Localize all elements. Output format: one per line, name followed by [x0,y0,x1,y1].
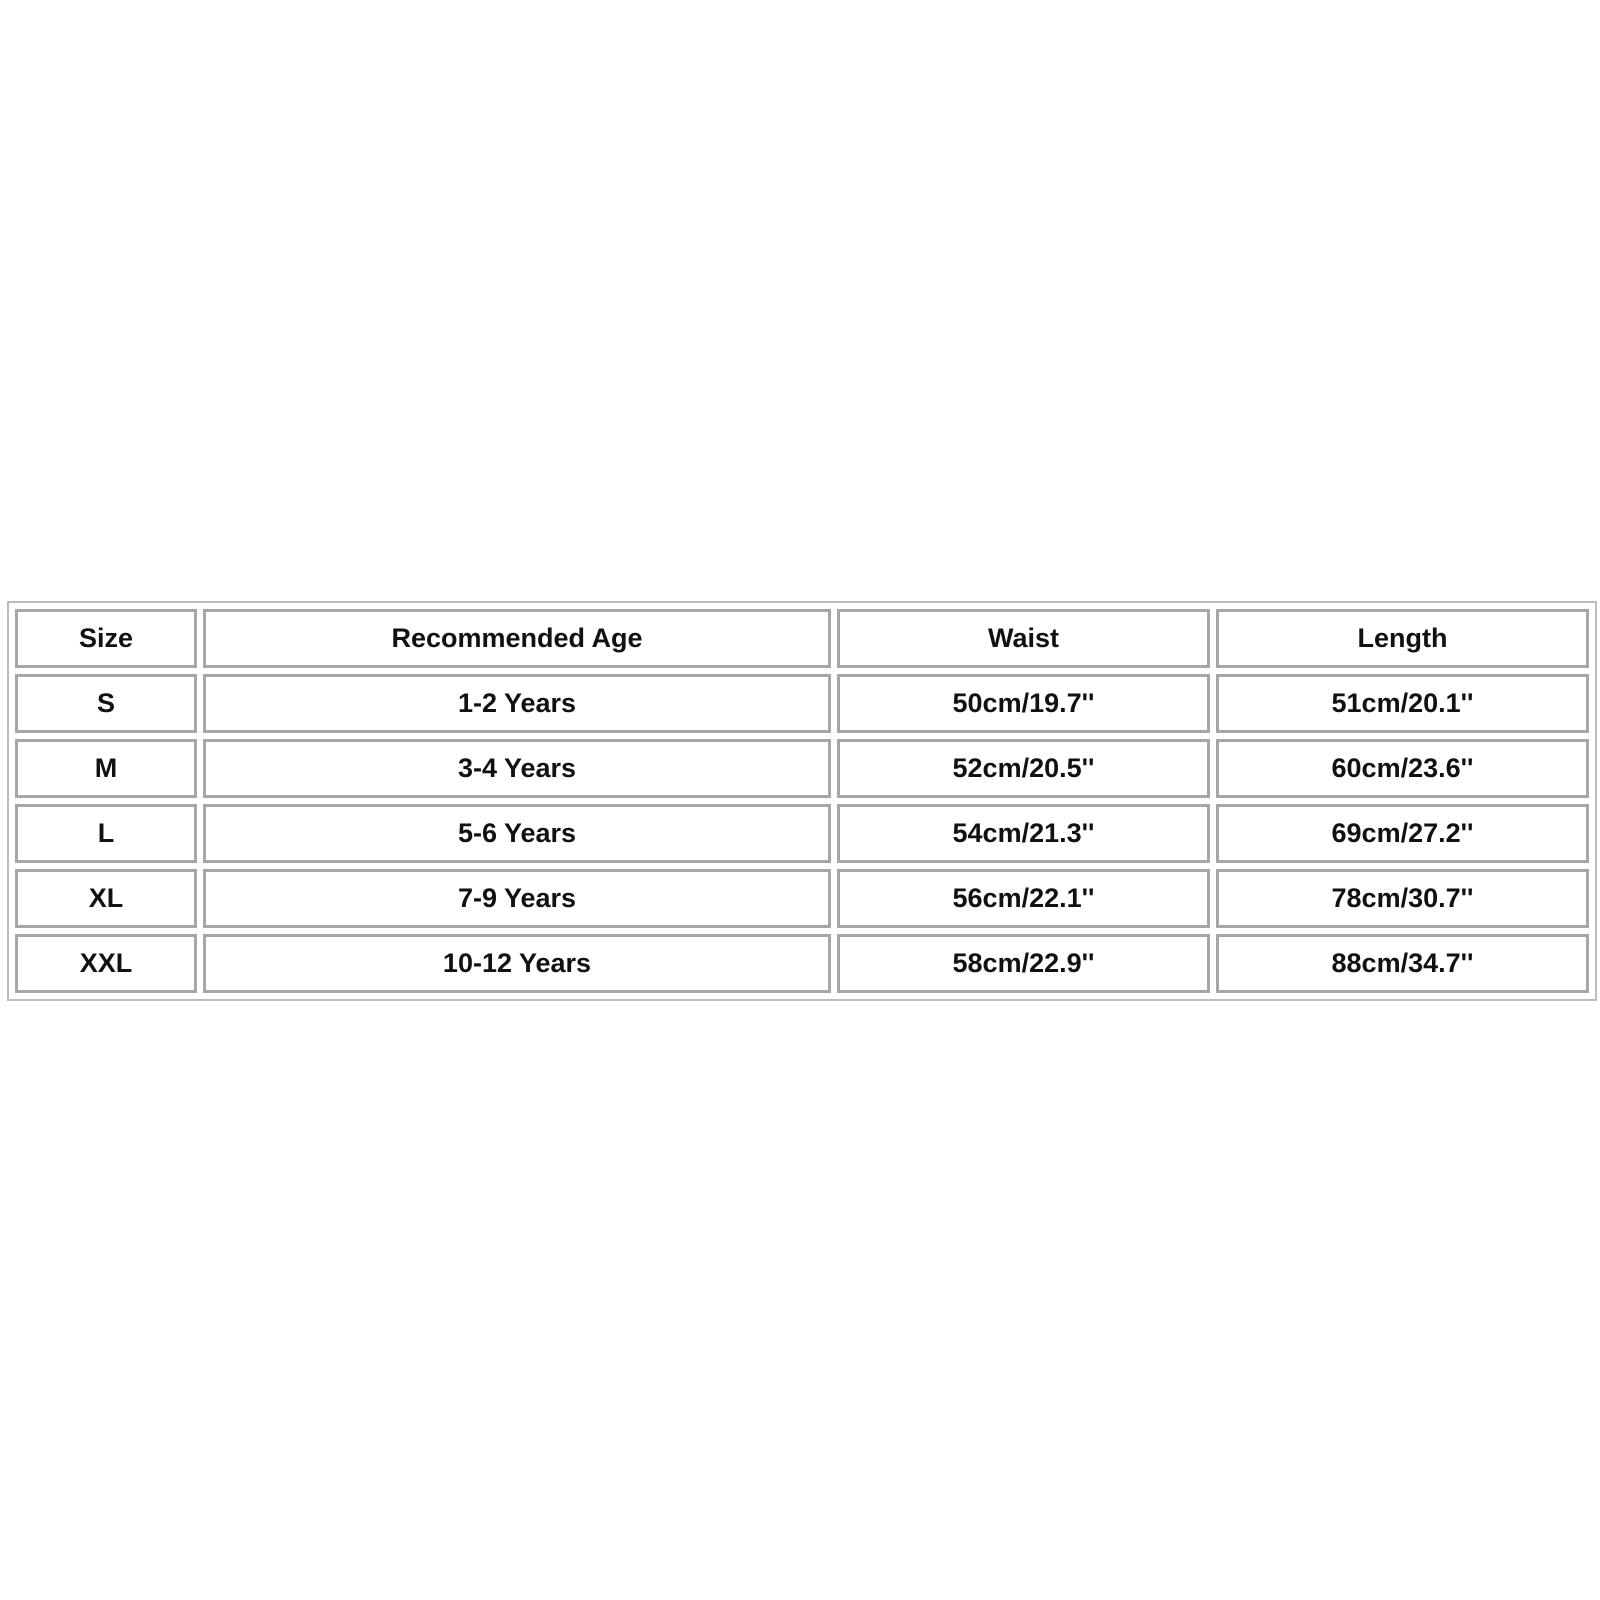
length-cell: 60cm/23.6'' [1216,739,1589,798]
size-cell: XL [15,869,197,928]
table-row [15,934,1589,993]
length-cell: 69cm/27.2'' [1216,804,1589,863]
header-recommended-age: Recommended Age [203,609,831,668]
waist-cell: 56cm/22.1'' [837,869,1210,928]
table-row [15,674,1589,733]
header-size: Size [15,609,197,668]
header-waist: Waist [837,609,1210,668]
header-length: Length [1216,609,1589,668]
length-cell: 78cm/30.7'' [1216,869,1589,928]
header-row [15,609,1589,668]
table-row [15,739,1589,798]
size-cell: L [15,804,197,863]
age-cell: 5-6 Years [203,804,831,863]
waist-cell: 50cm/19.7'' [837,674,1210,733]
age-cell: 10-12 Years [203,934,831,993]
age-cell: 3-4 Years [203,739,831,798]
table-row [15,804,1589,863]
age-cell: 1-2 Years [203,674,831,733]
length-cell: 88cm/34.7'' [1216,934,1589,993]
size-cell: XXL [15,934,197,993]
table-row [15,869,1589,928]
waist-cell: 58cm/22.9'' [837,934,1210,993]
size-cell: S [15,674,197,733]
length-cell: 51cm/20.1'' [1216,674,1589,733]
size-chart-table [7,601,1597,1001]
size-cell: M [15,739,197,798]
waist-cell: 52cm/20.5'' [837,739,1210,798]
age-cell: 7-9 Years [203,869,831,928]
waist-cell: 54cm/21.3'' [837,804,1210,863]
